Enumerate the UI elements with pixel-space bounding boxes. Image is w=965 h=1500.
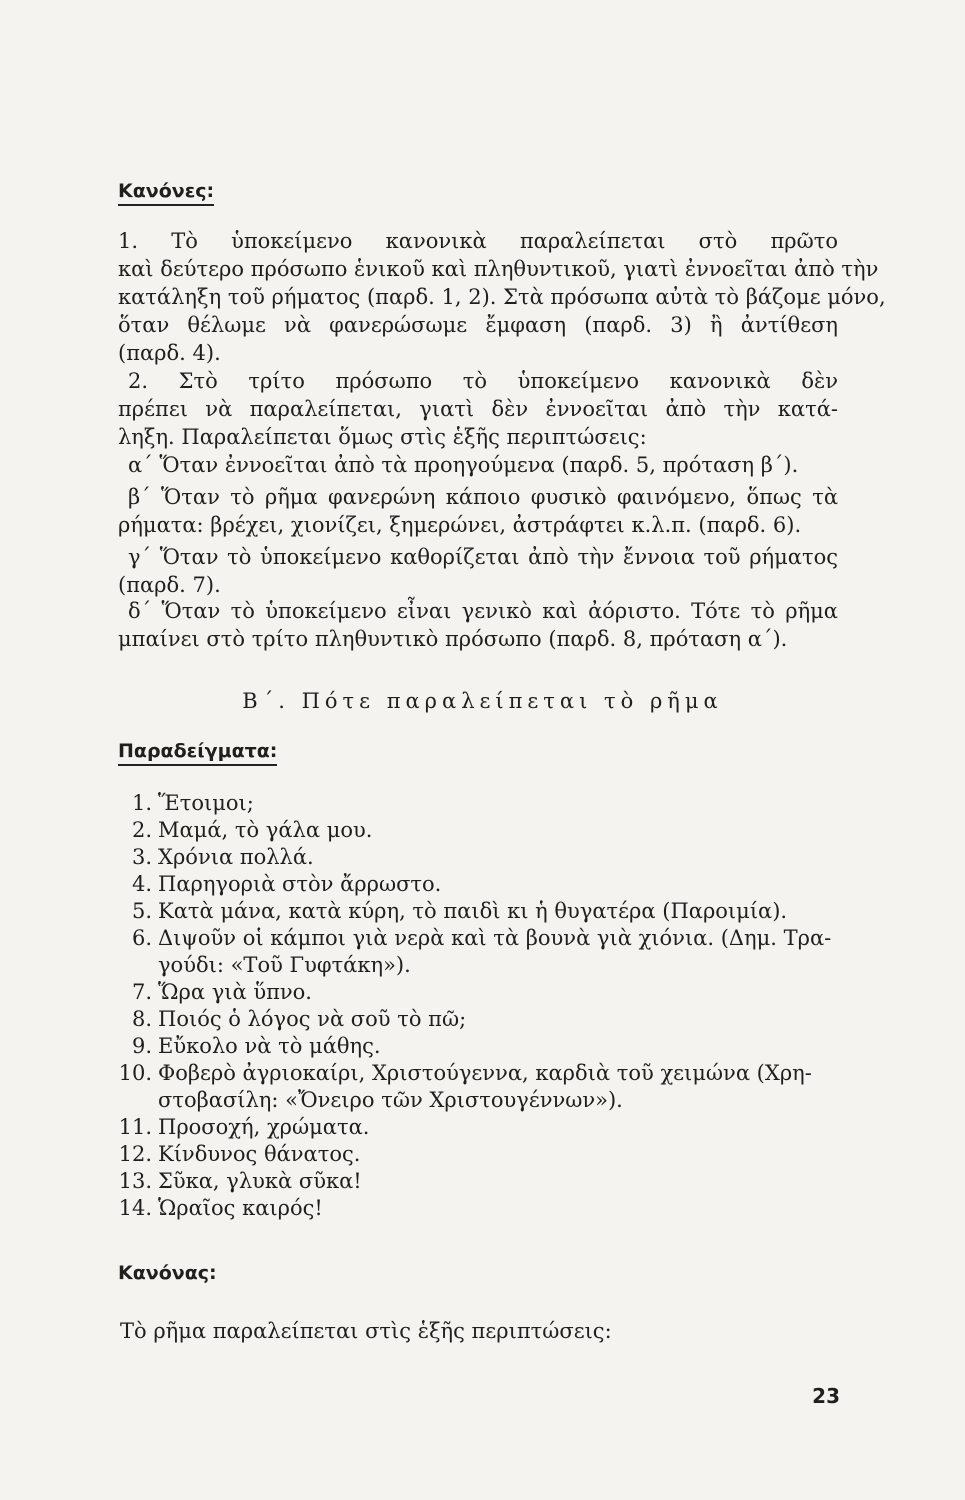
section-title: Β΄. Πότε παραλείπεται τὸ ρῆμα bbox=[242, 689, 723, 713]
example-number: 8. bbox=[131, 1007, 152, 1031]
rule-line-13: (παρδ. 7). bbox=[118, 573, 221, 597]
example-item bbox=[118, 925, 838, 952]
example-text: Διψοῦν οἱ κάμποι γιὰ νερὰ καὶ τὰ βουνὰ γιὰ χιόνια. (Δημ. Τρα- bbox=[158, 926, 832, 950]
example-number: 9. bbox=[131, 1034, 152, 1058]
rule-line-2: καὶ δεύτερο πρόσωπο ἑνικοῦ καὶ πληθυντικοῦ, γιατὶ ἐννοεῖται ἀπὸ τὴν bbox=[118, 257, 879, 281]
rule-line-9: α΄ Ὅταν ἐννοεῖται ἀπὸ τὰ προηγούμενα (παρδ. 5, πρόταση β΄). bbox=[128, 453, 799, 477]
rule-line-4: ὅταν θέλωμε νὰ φανερώσωμε ἔμφαση (παρδ. 3) ἢ ἀντίθεση bbox=[118, 313, 838, 337]
rule-line-7: πρέπει νὰ παραλείπεται, γιατὶ δὲν ἐννοεῖται ἀπὸ τὴν κατά- bbox=[118, 397, 838, 421]
example-text: Κατὰ μάνα, κατὰ κύρη, τὸ παιδὶ κι ἡ θυγατέρα (Παροιμία). bbox=[158, 899, 788, 923]
example-text: Ἕτοιμοι; bbox=[158, 791, 254, 815]
examples-heading: Παραδείγματα: bbox=[118, 740, 277, 766]
example-text: Προσοχή, χρώματα. bbox=[158, 1115, 370, 1139]
example-text: Χρόνια πολλά. bbox=[158, 845, 314, 869]
example-item bbox=[118, 1060, 838, 1087]
example-number: 4. bbox=[131, 872, 152, 896]
example-text: Εὔκολο νὰ τὸ μάθης. bbox=[158, 1034, 381, 1058]
example-continuation: γούδι: «Τοῦ Γυφτάκη»). bbox=[158, 953, 411, 977]
rule-line-3: κατάληξη τοῦ ρήματος (παρδ. 1, 2). Στὰ πρόσωπα αὐτὰ τὸ βάζομε μόνο, bbox=[118, 285, 886, 309]
example-item bbox=[118, 1114, 838, 1141]
example-number: 10. bbox=[118, 1061, 152, 1085]
example-item bbox=[118, 1033, 838, 1060]
rule-line-6: 2. Στὸ τρίτο πρόσωπο τὸ ὑποκείμενο κανονικὰ δὲν bbox=[128, 369, 838, 393]
rule-line-5: (παρδ. 4). bbox=[118, 341, 221, 365]
example-item bbox=[118, 871, 838, 898]
rules-heading: Κανόνες: bbox=[118, 180, 214, 206]
example-text: Σῦκα, γλυκὰ σῦκα! bbox=[158, 1169, 362, 1193]
example-text: Φοβερὸ ἀγριοκαίρι, Χριστούγεννα, καρδιὰ τοῦ χειμώνα (Χρη- bbox=[158, 1061, 812, 1085]
rule-heading-2: Κανόνας: bbox=[118, 1262, 217, 1284]
example-text: Παρηγοριὰ στὸν ἄρρωστο. bbox=[158, 872, 442, 896]
example-text: Ποιός ὁ λόγος νὰ σοῦ τὸ πῶ; bbox=[158, 1007, 467, 1031]
rule-2-text: Τὸ ρῆμα παραλείπεται στὶς ἑξῆς περιπτώσεις: bbox=[120, 1319, 612, 1343]
example-number: 1. bbox=[131, 791, 152, 815]
example-continuation: στοβασίλη: «Ὄνειρο τῶν Χριστουγέννων»). bbox=[158, 1088, 623, 1112]
example-number: 6. bbox=[131, 926, 152, 950]
example-number: 13. bbox=[118, 1169, 152, 1193]
example-item bbox=[118, 790, 838, 817]
example-item bbox=[118, 1195, 838, 1222]
example-number: 14. bbox=[118, 1196, 152, 1220]
bleed-through-text bbox=[560, 190, 566, 211]
rule-line-14: δ΄ Ὅταν τὸ ὑποκείμενο εἶναι γενικὸ καὶ ἀόριστο. Τότε τὸ ρῆμα bbox=[128, 599, 838, 623]
example-number: 3. bbox=[131, 845, 152, 869]
page-number: 23 bbox=[812, 1384, 840, 1408]
example-number: 5. bbox=[131, 899, 152, 923]
example-item bbox=[118, 979, 838, 1006]
example-text: Ὥρα γιὰ ὕπνο. bbox=[158, 980, 312, 1004]
rule-line-12: γ΄ Ὅταν τὸ ὑποκείμενο καθορίζεται ἀπὸ τὴν ἔννοια τοῦ ρήματος bbox=[128, 545, 838, 569]
example-number: 11. bbox=[118, 1115, 152, 1139]
example-text: Κίνδυνος θάνατος. bbox=[158, 1142, 361, 1166]
rule-line-1: 1. Τὸ ὑποκείμενο κανονικὰ παραλείπεται στὸ πρῶτο bbox=[118, 229, 838, 253]
example-number: 12. bbox=[118, 1142, 152, 1166]
example-number: 7. bbox=[131, 980, 152, 1004]
example-text: Μαμά, τὸ γάλα μου. bbox=[158, 818, 373, 842]
rule-line-11: ρήματα: βρέχει, χιονίζει, ξημερώνει, ἀστράφτει κ.λ.π. (παρδ. 6). bbox=[118, 513, 802, 537]
example-item bbox=[118, 1141, 838, 1168]
example-text: Ὡραῖος καιρός! bbox=[158, 1196, 323, 1220]
example-item bbox=[118, 1006, 838, 1033]
example-item bbox=[118, 1168, 838, 1195]
rule-line-10: β΄ Ὅταν τὸ ρῆμα φανερώνη κάποιο φυσικὸ φαινόμενο, ὅπως τὰ bbox=[128, 485, 838, 509]
example-number: 2. bbox=[131, 818, 152, 842]
rule-line-15: μπαίνει στὸ τρίτο πληθυντικὸ πρόσωπο (παρδ. 8, πρόταση α΄). bbox=[118, 627, 788, 651]
example-item bbox=[118, 817, 838, 844]
example-item bbox=[118, 898, 838, 925]
rule-line-8: ληξη. Παραλείπεται ὅμως στὶς ἑξῆς περιπτώσεις: bbox=[118, 425, 647, 449]
example-item bbox=[118, 844, 838, 871]
